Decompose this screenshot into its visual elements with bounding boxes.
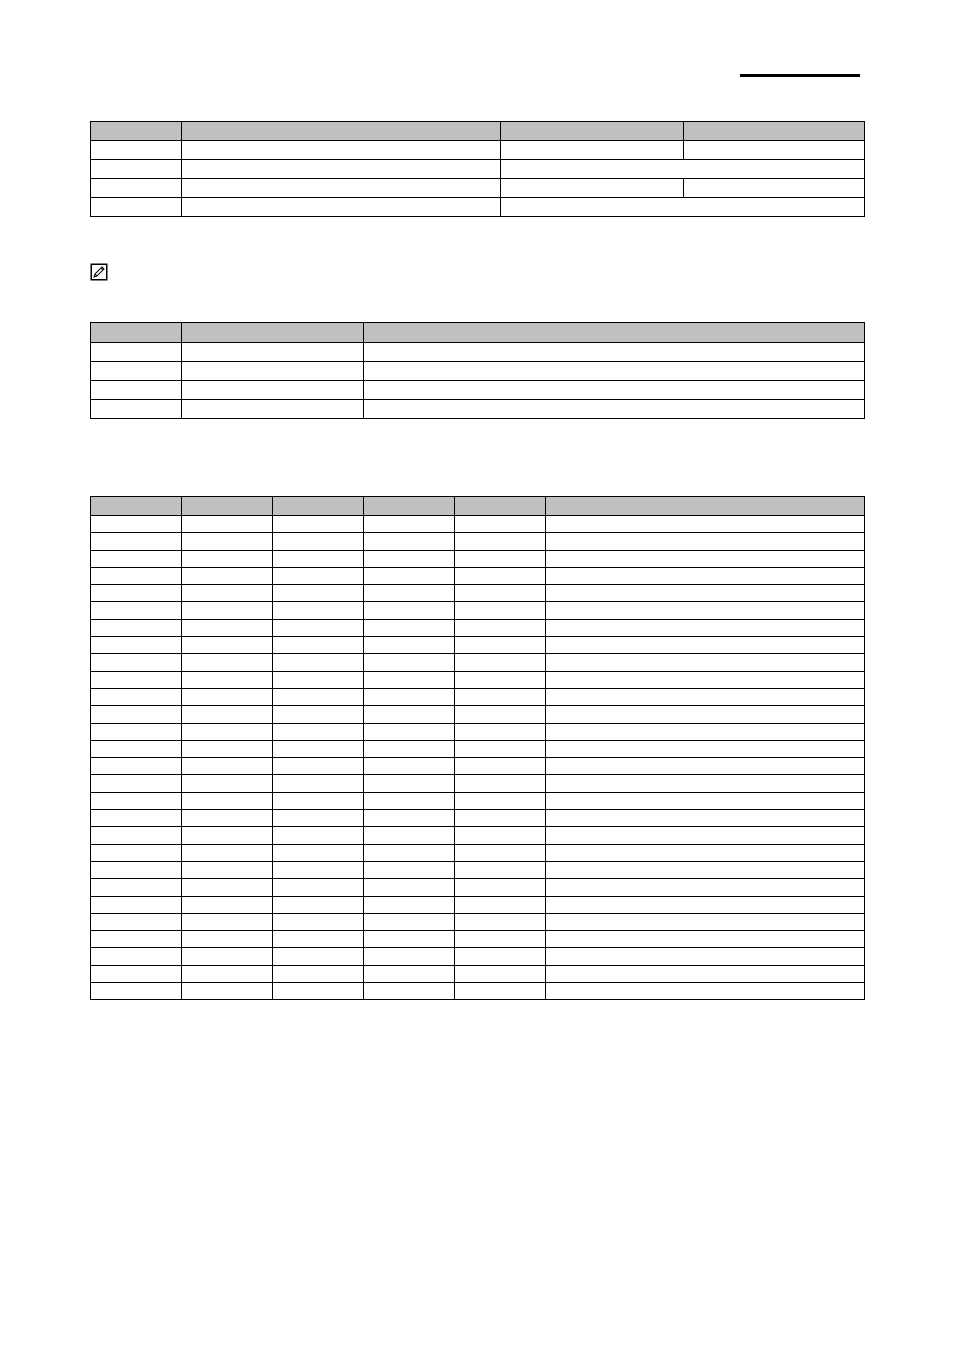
table-cell (455, 861, 546, 878)
table-header-cell (684, 122, 865, 141)
table-cell (91, 343, 182, 362)
table-cell (546, 792, 865, 809)
table-header-cell (91, 122, 182, 141)
table-cell (182, 362, 364, 381)
table-cell (501, 160, 865, 179)
table-cell (91, 637, 182, 654)
table-cell (91, 400, 182, 419)
table-row (91, 585, 865, 602)
table-cell (546, 896, 865, 913)
table-header-cell (364, 323, 865, 343)
table-cell (273, 585, 364, 602)
table-cell (455, 983, 546, 1000)
table-row (91, 567, 865, 584)
table-cell (364, 688, 455, 705)
table-cell (273, 775, 364, 792)
table-row (91, 179, 865, 198)
table-cell (455, 896, 546, 913)
table-cell (91, 879, 182, 896)
table-cell (273, 723, 364, 740)
table-cell (684, 141, 865, 160)
table-cell (273, 688, 364, 705)
table-row (91, 533, 865, 550)
table-cell (364, 637, 455, 654)
table-row (91, 879, 865, 896)
table-cell (91, 654, 182, 671)
table-cell (182, 688, 273, 705)
table-cell (455, 931, 546, 948)
table-cell (91, 671, 182, 688)
table-cell (546, 827, 865, 844)
table-row (91, 160, 865, 179)
table-cell (273, 810, 364, 827)
table-cell (455, 602, 546, 619)
table-cell (455, 740, 546, 757)
table-cell (546, 654, 865, 671)
table-cell (364, 810, 455, 827)
table-cell (182, 723, 273, 740)
table-row (91, 619, 865, 636)
table-cell (455, 516, 546, 533)
table-cell (364, 654, 455, 671)
table-cell (501, 198, 865, 217)
table-cell (455, 844, 546, 861)
table-row (91, 654, 865, 671)
table-cell (273, 983, 364, 1000)
table-cell (364, 965, 455, 982)
table-cell (182, 619, 273, 636)
table-cell (91, 362, 182, 381)
table-cell (273, 827, 364, 844)
table-cell (182, 637, 273, 654)
table-cell (546, 567, 865, 584)
table-header-cell (273, 497, 364, 516)
table-cell (91, 198, 182, 217)
table-cell (182, 948, 273, 965)
table-cell (684, 179, 865, 198)
table-cell (364, 602, 455, 619)
table-cell (91, 706, 182, 723)
table-cell (91, 810, 182, 827)
table-cell (91, 758, 182, 775)
table-cell (546, 965, 865, 982)
table-cell (455, 879, 546, 896)
table-header-row (91, 497, 865, 516)
table-cell (364, 550, 455, 567)
table-cell (91, 533, 182, 550)
table-cell (546, 948, 865, 965)
table-cell (182, 567, 273, 584)
table-cell (455, 706, 546, 723)
table-cell (182, 913, 273, 930)
table-cell (182, 844, 273, 861)
table-row (91, 550, 865, 567)
table-row (91, 602, 865, 619)
table-cell (273, 844, 364, 861)
table-cell (364, 879, 455, 896)
table-cell (91, 931, 182, 948)
table-cell (364, 775, 455, 792)
table-row (91, 965, 865, 982)
table-cell (546, 879, 865, 896)
table-cell (91, 688, 182, 705)
table-row (91, 931, 865, 948)
table-cell (273, 758, 364, 775)
table-cell (364, 723, 455, 740)
table-cell (182, 896, 273, 913)
table-cell (182, 585, 273, 602)
table-header-cell (501, 122, 684, 141)
header-rule (740, 74, 860, 77)
table-cell (273, 931, 364, 948)
table-cell (364, 844, 455, 861)
table-cell (364, 861, 455, 878)
table-cell (546, 706, 865, 723)
table-cell (364, 671, 455, 688)
table-cell (364, 758, 455, 775)
table-header-cell (182, 323, 364, 343)
table-cell (91, 948, 182, 965)
table-cell (546, 723, 865, 740)
table-cell (364, 931, 455, 948)
table-cell (364, 706, 455, 723)
table-cell (455, 654, 546, 671)
table-row (91, 516, 865, 533)
table-cell (273, 948, 364, 965)
table-cell (273, 861, 364, 878)
table-row (91, 844, 865, 861)
table-cell (455, 585, 546, 602)
table-cell (182, 516, 273, 533)
table-cell (546, 913, 865, 930)
table-cell (546, 671, 865, 688)
table-cell (91, 550, 182, 567)
table-cell (182, 965, 273, 982)
table-cell (364, 827, 455, 844)
table-cell (91, 516, 182, 533)
table-cell (182, 983, 273, 1000)
table-row (91, 688, 865, 705)
table-cell (455, 948, 546, 965)
table-cell (364, 533, 455, 550)
table-header-cell (455, 497, 546, 516)
table-row (91, 861, 865, 878)
table-row (91, 740, 865, 757)
table-row (91, 362, 865, 381)
table-cell (455, 792, 546, 809)
table-cell (182, 141, 501, 160)
table-cell (546, 775, 865, 792)
table-row (91, 706, 865, 723)
table-cell (501, 141, 684, 160)
table-cell (546, 810, 865, 827)
table-3-body (91, 516, 865, 1000)
table-cell (546, 844, 865, 861)
table-cell (273, 913, 364, 930)
table-row (91, 637, 865, 654)
table-cell (182, 671, 273, 688)
table-cell (546, 740, 865, 757)
table-3 (90, 496, 865, 1000)
table-cell (455, 723, 546, 740)
table-cell (91, 723, 182, 740)
table-cell (546, 983, 865, 1000)
table-cell (546, 585, 865, 602)
table-cell (273, 567, 364, 584)
table-cell (455, 619, 546, 636)
table-cell (182, 602, 273, 619)
table-cell (364, 585, 455, 602)
table-cell (455, 913, 546, 930)
table-cell (546, 619, 865, 636)
table-cell (546, 758, 865, 775)
table-cell (546, 516, 865, 533)
table-cell (273, 516, 364, 533)
table-header-cell (91, 323, 182, 343)
table-cell (91, 827, 182, 844)
table-cell (182, 810, 273, 827)
table-cell (91, 567, 182, 584)
table-row (91, 948, 865, 965)
table-1 (90, 121, 865, 217)
table-cell (364, 983, 455, 1000)
table-cell (455, 775, 546, 792)
table-cell (364, 516, 455, 533)
table-cell (501, 179, 684, 198)
table-cell (273, 602, 364, 619)
table-cell (182, 775, 273, 792)
table-cell (182, 381, 364, 400)
table-cell (91, 844, 182, 861)
table-cell (91, 896, 182, 913)
table-row (91, 913, 865, 930)
table-cell (273, 619, 364, 636)
table-header-row (91, 122, 865, 141)
table-cell (546, 861, 865, 878)
table-cell (182, 198, 501, 217)
table-cell (546, 688, 865, 705)
table-row (91, 141, 865, 160)
table-cell (546, 931, 865, 948)
table-cell (91, 619, 182, 636)
table-cell (455, 965, 546, 982)
table-cell (182, 758, 273, 775)
table-cell (364, 792, 455, 809)
table-cell (273, 533, 364, 550)
table-header-cell (182, 497, 273, 516)
table-cell (91, 861, 182, 878)
table-cell (91, 792, 182, 809)
table-cell (364, 913, 455, 930)
table-cell (364, 400, 865, 419)
table-cell (364, 896, 455, 913)
table-header-cell (91, 497, 182, 516)
table-row (91, 983, 865, 1000)
table-cell (273, 792, 364, 809)
table-cell (91, 160, 182, 179)
table-cell (182, 879, 273, 896)
table-row (91, 810, 865, 827)
table-cell (455, 533, 546, 550)
table-cell (273, 740, 364, 757)
table-header-cell (546, 497, 865, 516)
table-cell (273, 896, 364, 913)
table-cell (455, 671, 546, 688)
table-cell (182, 827, 273, 844)
table-cell (273, 706, 364, 723)
table-cell (455, 810, 546, 827)
table-cell (91, 179, 182, 198)
table-row (91, 671, 865, 688)
table-cell (91, 585, 182, 602)
table-cell (182, 160, 501, 179)
table-row (91, 792, 865, 809)
table-row (91, 827, 865, 844)
table-cell (182, 792, 273, 809)
table-cell (182, 179, 501, 198)
table-cell (455, 567, 546, 584)
table-cell (455, 827, 546, 844)
table-cell (364, 948, 455, 965)
table-cell (364, 362, 865, 381)
table-cell (182, 533, 273, 550)
table-cell (364, 381, 865, 400)
table-cell (364, 343, 865, 362)
table-row (91, 896, 865, 913)
table-cell (455, 637, 546, 654)
table-cell (546, 533, 865, 550)
pencil-note-icon (90, 263, 108, 281)
table-cell (546, 602, 865, 619)
table-cell (455, 550, 546, 567)
table-cell (182, 343, 364, 362)
table-cell (182, 740, 273, 757)
table-cell (91, 965, 182, 982)
table-cell (273, 550, 364, 567)
table-header-cell (364, 497, 455, 516)
table-row (91, 381, 865, 400)
table-cell (455, 688, 546, 705)
table-row (91, 723, 865, 740)
table-cell (182, 861, 273, 878)
table-cell (273, 637, 364, 654)
table-cell (182, 706, 273, 723)
table-cell (182, 550, 273, 567)
table-cell (91, 983, 182, 1000)
table-cell (91, 913, 182, 930)
table-cell (546, 550, 865, 567)
table-cell (182, 654, 273, 671)
table-cell (273, 965, 364, 982)
table-cell (364, 567, 455, 584)
table-row (91, 198, 865, 217)
table-cell (91, 381, 182, 400)
table-header-cell (182, 122, 501, 141)
table-cell (182, 931, 273, 948)
table-cell (364, 619, 455, 636)
table-cell (91, 775, 182, 792)
table-row (91, 343, 865, 362)
table-row (91, 775, 865, 792)
table-cell (455, 758, 546, 775)
table-cell (91, 141, 182, 160)
table-header-row (91, 323, 865, 343)
table-row (91, 400, 865, 419)
table-cell (273, 654, 364, 671)
table-cell (91, 602, 182, 619)
table-cell (273, 671, 364, 688)
table-cell (91, 740, 182, 757)
table-cell (364, 740, 455, 757)
table-2 (90, 322, 865, 419)
table-cell (273, 879, 364, 896)
table-cell (182, 400, 364, 419)
table-row (91, 758, 865, 775)
table-cell (546, 637, 865, 654)
